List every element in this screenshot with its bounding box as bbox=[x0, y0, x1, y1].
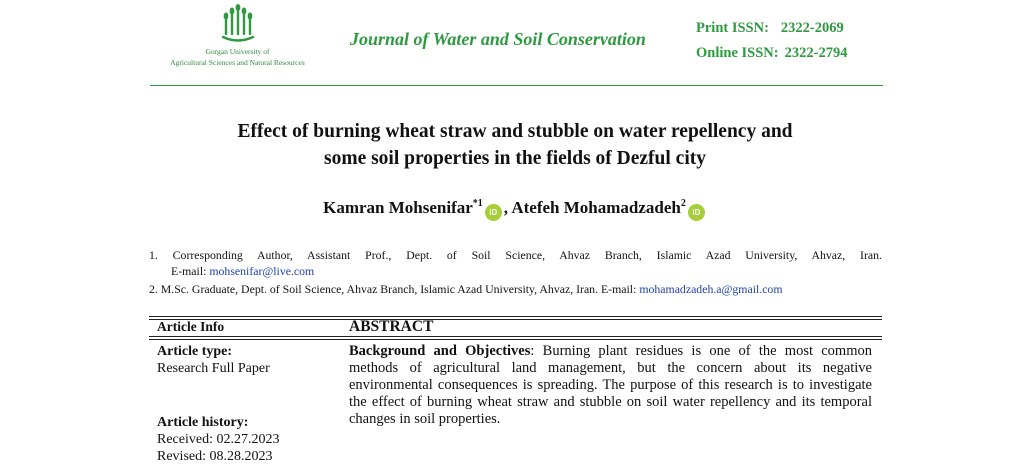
author-name: Kamran Mohsenifar bbox=[323, 198, 473, 217]
affiliation-1-email bbox=[149, 263, 882, 279]
journal-name: Journal of Water and Soil Conservation bbox=[350, 29, 646, 49]
revised-date: Revised: 08.28.2023 bbox=[157, 449, 273, 464]
print-issn-label: Print ISSN: bbox=[696, 20, 769, 36]
online-issn-value: 2322-2794 bbox=[784, 45, 848, 61]
table-rule-bottom bbox=[149, 336, 882, 340]
university-name bbox=[150, 46, 325, 68]
article-type-label: Article type: bbox=[157, 344, 233, 359]
author-list bbox=[200, 198, 830, 221]
author-superscript: 2 bbox=[680, 198, 686, 209]
email-link[interactable]: mohamadzadeh.a@gmail.com bbox=[639, 282, 783, 296]
university-logo-icon bbox=[220, 4, 256, 44]
abstract-text: : Burning plant residues is one of the most common methods of agricultural land management, but the concern about its negative environmental consequences is spreading. The purpose of this research is to investigate the effect of burning wheat straw and stubble on soil water repellency and its temporal changes in soil properties. bbox=[349, 343, 872, 427]
author-separator: , bbox=[503, 198, 509, 217]
university-name-line2: Agricultural Sciences and Natural Resources bbox=[170, 58, 305, 67]
print-issn bbox=[696, 20, 844, 37]
university-name-line1: Gorgan University of bbox=[205, 47, 270, 56]
article-type-value: Research Full Paper bbox=[157, 361, 270, 376]
online-issn-label: Online ISSN: bbox=[696, 45, 779, 61]
received-date: Received: 02.27.2023 bbox=[157, 432, 280, 447]
abstract-body bbox=[349, 343, 872, 428]
paper-title-line1: Effect of burning wheat straw and stubble on water repellency and bbox=[237, 121, 793, 142]
table-rule-top bbox=[149, 316, 882, 320]
email-label: E-mail: bbox=[171, 264, 207, 278]
affiliation-2 bbox=[149, 281, 882, 297]
paper-title bbox=[140, 118, 890, 172]
article-info-heading: Article Info bbox=[157, 319, 225, 334]
author-superscript: *1 bbox=[472, 198, 483, 209]
abstract-heading: ABSTRACT bbox=[349, 318, 434, 335]
online-issn bbox=[696, 45, 847, 62]
paper-title-line2: some soil properties in the fields of Dezful city bbox=[323, 148, 706, 169]
print-issn-value: 2322-2069 bbox=[780, 20, 844, 36]
email-link[interactable]: mohsenifar@live.com bbox=[209, 264, 315, 278]
affiliation-1: 1. Corresponding Author, Assistant Prof., Dept. of Soil Science, Ahvaz Branch, Islamic Azad University, Ahvaz, Iran. bbox=[149, 248, 882, 262]
author-name: Atefeh Mohamadzadeh bbox=[511, 198, 681, 217]
affiliation-2-text: 2. M.Sc. Graduate, Dept. of Soil Science, Ahvaz Branch, Islamic Azad University, Ahvaz, Iran. E-mail: bbox=[149, 282, 637, 296]
header-divider bbox=[150, 85, 883, 86]
orcid-icon[interactable]: iD bbox=[485, 204, 502, 221]
orcid-icon[interactable]: iD bbox=[688, 204, 705, 221]
article-history-label: Article history: bbox=[157, 415, 249, 430]
abstract-lead: Background and Objectives bbox=[349, 343, 531, 359]
